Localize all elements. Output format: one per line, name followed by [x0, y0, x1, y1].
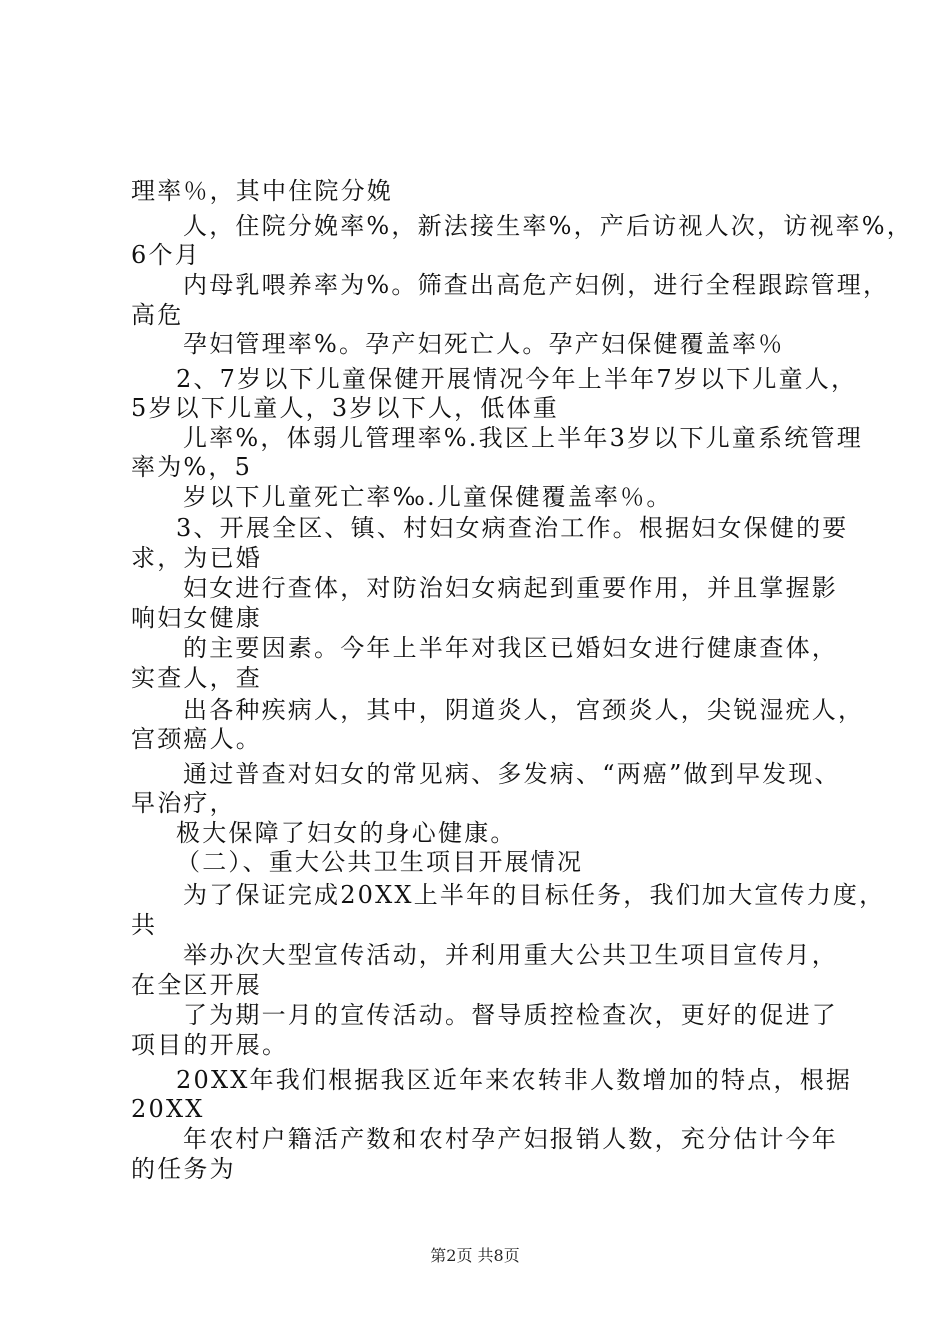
text-line: 5岁以下儿童人，3岁以下人，低体重	[131, 394, 559, 422]
text-line: 在全区开展	[131, 971, 262, 999]
page-number-footer: 第2页 共8页	[430, 1246, 520, 1265]
text-line: 率为%，5	[131, 453, 253, 481]
text-line: 早治疗，	[131, 789, 236, 817]
text-line: 3、开展全区、镇、村妇女病查治工作。根据妇女保健的要	[176, 514, 849, 542]
text-line: 了为期一月的宣传活动。督导质控检查次，更好的促进了	[183, 1001, 838, 1029]
text-line: 举办次大型宣传活动，并利用重大公共卫生项目宣传月，	[183, 941, 838, 969]
text-line: 理率％，其中住院分娩	[131, 177, 393, 205]
text-line: 孕妇管理率%。孕产妇死亡人。孕产妇保健覆盖率％	[183, 330, 785, 358]
text-line: 宫颈癌人。	[131, 725, 262, 753]
text-line: 20XX	[131, 1095, 205, 1123]
text-line: 20XX年我们根据我区近年来农转非人数增加的特点，根据	[176, 1066, 853, 1094]
text-line: 2、7岁以下儿童保健开展情况今年上半年7岁以下儿童人，	[176, 365, 858, 393]
text-line: 人，住院分娩率%，新法接生率%，产后访视人次，访视率%，	[183, 212, 914, 240]
text-line: 年农村户籍活产数和农村孕产妇报销人数，充分估计今年	[183, 1125, 838, 1153]
text-line: 出各种疾病人，其中，阴道炎人，宫颈炎人，尖锐湿疣人，	[183, 696, 865, 724]
text-line: 儿率%，体弱儿管理率%.我区上半年3岁以下儿童系统管理	[183, 424, 863, 452]
text-line: 的任务为	[131, 1155, 236, 1183]
text-line: 通过普查对妇女的常见病、多发病、“两癌”做到早发现、	[183, 760, 841, 788]
text-line: 极大保障了妇女的身心健康。	[176, 819, 517, 847]
text-line: 6个月	[131, 241, 201, 269]
text-line: 为了保证完成20XX上半年的目标任务，我们加大宣传力度，	[183, 881, 886, 909]
text-line: 实查人，查	[131, 664, 262, 692]
text-line: 妇女进行查体，对防治妇女病起到重要作用，并且掌握影	[183, 574, 838, 602]
section-heading: （二）、重大公共卫生项目开展情况	[176, 848, 584, 876]
text-line: 岁以下儿童死亡率‰.儿童保健覆盖率％。	[183, 483, 673, 511]
text-line: 高危	[131, 301, 184, 329]
text-line: 项目的开展。	[131, 1031, 289, 1059]
text-line: 内母乳喂养率为%。筛查出高危产妇例，进行全程跟踪管理，	[183, 271, 890, 299]
text-line: 共	[131, 911, 158, 939]
text-line: 响妇女健康	[131, 604, 262, 632]
text-line: 求，为已婚	[131, 544, 262, 572]
text-line: 的主要因素。今年上半年对我区已婚妇女进行健康查体，	[183, 634, 838, 662]
